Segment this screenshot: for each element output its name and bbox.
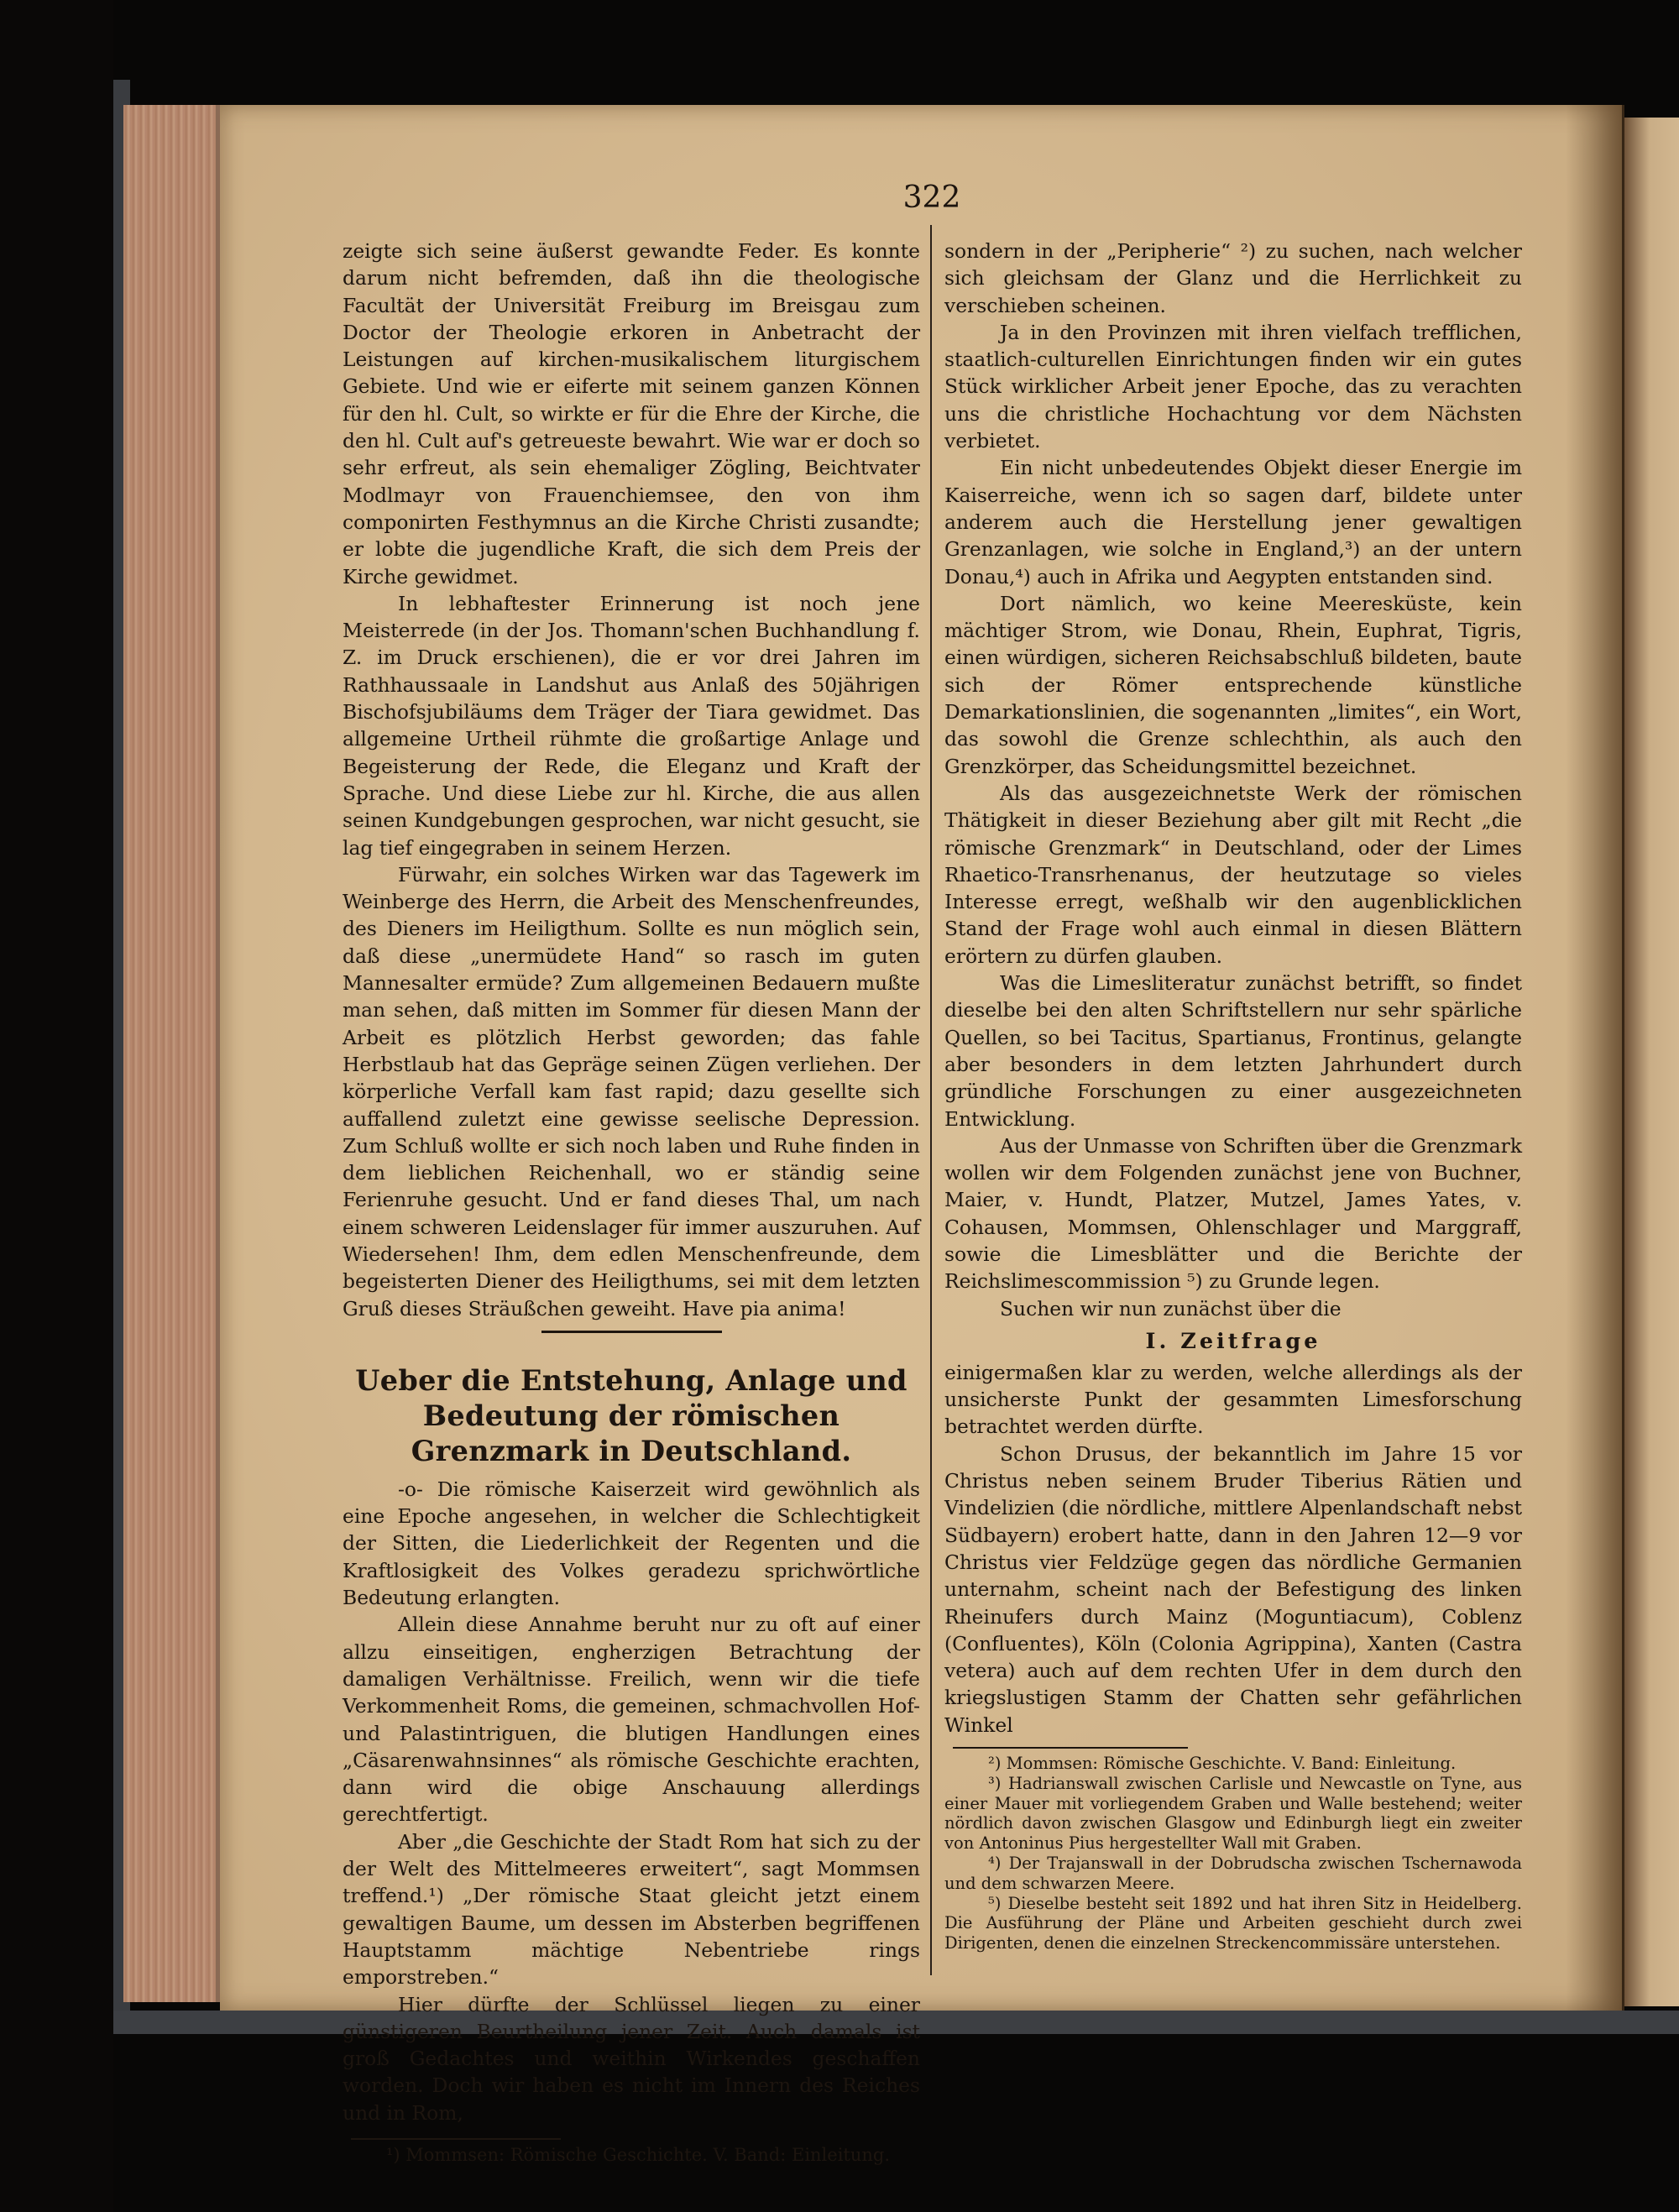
paragraph: Schon Drusus, der bekanntlich im Jahre 15 vor Christus neben seinem Bruder Tiberius Rätien und Vindelizien (die nördliche, mittlere Alpenlandschaft nebst Südbayern) erobert hatte, dann in den Jahren 12—9 vor Christus vier Feldzüge gegen das nördliche Germanien unternahm, scheint nach der Befestigung des linken Rheinufers durch Mainz (Moguntiacum), Coblenz (Confluentes), Köln (Colonia Agrippina), Xanten (Castra vetera) auch auf dem rechten Ufer in dem durch den kriegslustigen Stamm der Chatten sehr gefährlichen Winkel xyxy=(944,1441,1522,1737)
footnote-rule xyxy=(953,1747,1188,1749)
paragraph: -o- Die römische Kaiserzeit wird gewöhnlich als eine Epoche angesehen, in welcher die Schlechtigkeit der Sitten, die Liederlichkeit der Regenten und die Kraftlosigkeit des Volkes geradezu sprichwörtliche Bedeutung erlangten. xyxy=(343,1477,920,1610)
article-title: Ueber die Entstehung, Anlage und Bedeutung der römischen Grenzmark in Deutschland. xyxy=(355,1363,907,1467)
paragraph: Fürwahr, ein solches Wirken war das Tagewerk im Weinberge des Herrn, die Arbeit des Menschenfreundes, des Dieners im Heiligthum. Sollte es nun möglich sein, daß diese „unermüdete Hand“ so rasch im guten Mannesalter ermüde? Zum allgemeinen Bedauern mußte man sehen, daß mitten im Sommer für diesen Mann der Arbeit es plötzlich Herbst geworden; das fahle Herbstlaub hat das Gepräge seinen Zügen verliehen. Der körperliche Verfall kam fast rapid; dazu gesellte sich auffallend zuletzt eine gewisse seelische Depression. Zum Schluß wollte er sich noch laben und Ruhe finden in dem lieblichen Reichenhall, wo er ständig seine Ferienruhe gesucht. Und er fand dieses Thal, um nach einem schweren Leidenslager für immer auszuruhen. Auf Wiedersehen! Ihm, dem edlen Menschenfreunde, dem begeisterten Diener des Heiligthums, sei mit dem letzten Gruß dieses Sträußchen geweiht. Have pia anima! xyxy=(343,862,920,1320)
paragraph: Hier dürfte der Schlüssel liegen zu einer günstigeren Beurtheilung jener Zeit. Auch damals ist groß Gedachtes und weithin Wirkendes geschaffen worden. Doch wir haben es nicht im Innern des Reiches und in Rom, xyxy=(343,1992,920,2125)
section-heading: I. Zeitfrage xyxy=(1145,1328,1321,1354)
page-edges xyxy=(123,105,224,2002)
right-column xyxy=(944,238,1522,1953)
footnote: ⁴) Der Trajanswall in der Dobrudscha zwischen Tschernawoda und dem schwarzen Meere. xyxy=(944,1854,1522,1893)
paragraph: Aber „die Geschichte der Stadt Rom hat sich zu der der Welt des Mittelmeeres erweitert“, sagt Mommsen treffend.¹) „Der römische Staat gleicht jetzt einem gewaltigen Baume, um dessen im Absterben begriffenen Hauptstamm mächtige Nebentriebe rings emporstreben.“ xyxy=(343,1829,920,1990)
left-column xyxy=(343,238,920,2167)
paragraph: Suchen wir nun zunächst über die xyxy=(1000,1296,1342,1320)
paragraph: sondern in der „Peripherie“ ²) zu suchen, nach welcher sich gleichsam der Glanz und die Herrlichkeit zu verschieben scheinen. xyxy=(944,239,1522,317)
paragraph: Dort nämlich, wo keine Meeresküste, kein mächtiger Strom, wie Donau, Rhein, Euphrat, Tigris, einen würdigen, sicheren Reichsabschluß bildeten, baute sich der Römer entsprechende künstliche Demarkationslinien, die sogenannten „limites“, ein Wort, das sowohl die Grenze schlechthin, als auch den Grenzkörper, das Scheidungsmittel bezeichnet. xyxy=(944,591,1522,778)
footnote: ³) Hadrianswall zwischen Carlisle und Newcastle on Tyne, aus einer Mauer mit vorliegendem Graben und Walle bestehend; weiter nördlich davon zwischen Glasgow und Edinburgh liegt ein zweiter von Antoninus Pius hergestellter Wall mit Graben. xyxy=(944,1773,1522,1854)
paragraph: Ein nicht unbedeutendes Objekt dieser Energie im Kaiserreiche, wenn ich so sagen darf, bildete unter anderem auch die Herstellung jener gewaltigen Grenzanlagen, wie solche in England,³) an der untern Donau,⁴) auch in Afrika und Aegypten entstanden sind. xyxy=(944,456,1522,588)
section-divider-rule xyxy=(541,1331,722,1333)
next-page-edge xyxy=(1624,118,1679,2006)
column-divider xyxy=(930,225,932,1975)
paragraph: Aus der Unmasse von Schriften über die Grenzmark wollen wir dem Folgenden zunächst jene von Buchner, Maier, v. Hundt, Platzer, Mutzel, James Yates, v. Cohausen, Mommsen, Ohlenschlager und Marggraff, sowie die Limesblätter und die Berichte der Reichslimescommission ⁵) zu Grunde legen. xyxy=(944,1133,1522,1294)
page-number: 322 xyxy=(902,180,961,215)
page-gutter-shadow xyxy=(1566,105,1624,2011)
footnote: ⁵) Dieselbe besteht seit 1892 und hat ihren Sitz in Heidelberg. Die Ausführung der Pläne und Arbeiten geschieht durch zwei Dirigenten, denen die einzelnen Streckencommissäre unterstehen. xyxy=(944,1893,1522,1953)
paragraph: Ja in den Provinzen mit ihren vielfach trefflichen, staatlich-culturellen Einrichtungen finden wir ein gutes Stück wirklicher Arbeit jener Epoche, das zu verachten uns die christliche Hochachtung vor dem Nächsten verbietet. xyxy=(944,320,1522,453)
paragraph: In lebhaftester Erinnerung ist noch jene Meisterrede (in der Jos. Thomann'schen Buchhandlung f. Z. im Druck erschienen), die er vor drei Jahren im Rathhaussaale in Landshut aus Anlaß des 50jährigen Bischofsjubiläums dem Träger der Tiara gewidmet. Das allgemeine Urtheil rühmte die großartige Anlage und Begeisterung der Rede, die Eleganz und Kraft der Sprache. Und diese Liebe zur hl. Kirche, die aus allen seinen Kundgebungen gesprochen, war nicht gesucht, sie lag tief eingegraben in seinem Herzen. xyxy=(343,591,920,860)
footnote: ¹) Mommsen: Römische Geschichte. V. Band: Einleitung. xyxy=(386,2145,891,2165)
paragraph: Was die Limesliteratur zunächst betrifft, so findet dieselbe bei den alten Schriftstellern nur sehr spärliche Quellen, so bei Tacitus, Spartianus, Frontinus, gelangte aber besonders in dem letzten Jahrhundert durch gründliche Forschungen zu einer ausgezeichneten Entwicklung. xyxy=(944,971,1522,1131)
paragraph: zeigte sich seine äußerst gewandte Feder. Es konnte darum nicht befremden, daß ihn die theologische Facultät der Universität Freiburg im Breisgau zum Doctor der Theologie erkoren in Anbetracht der Leistungen auf kirchen-musikalischem liturgischem Gebiete. Und wie er eiferte mit seinem ganzen Können für den hl. Cult, so wirkte er für die Ehre der Kirche, die den hl. Cult auf's getreueste bewahrt. Wie war er doch so sehr erfreut, als sein ehemaliger Zögling, Beichtvater Modlmayr von Frauenchiemsee, den von ihm componirten Festhymnus an die Kirche Christi zusandte; er lobte die jugendliche Kraft, die sich dem Preis der Kirche gewidmet. xyxy=(343,239,920,588)
book-binding xyxy=(0,0,113,2212)
paragraph: einigermaßen klar zu werden, welche allerdings als der unsicherste Punkt der gesammten Limesforschung betrachtet werden dürfte. xyxy=(944,1360,1522,1439)
paragraph: Als das ausgezeichnetste Werk der römischen Thätigkeit in dieser Beziehung aber gilt mit Recht „die römische Grenzmark“ in Deutschland, oder der Limes Rhaetico-Transrhenanus, der heutzutage so vieles Interesse erregt, weßhalb wir den augenblicklichen Stand der Frage wohl auch einmal in diesen Blättern erörtern zu dürfen glauben. xyxy=(944,781,1522,968)
footnote: ²) Mommsen: Römische Geschichte. V. Band: Einleitung. xyxy=(988,1754,1457,1774)
paragraph: Allein diese Annahme beruht nur zu oft auf einer allzu einseitigen, engherzigen Betrachtung der damaligen Verhältnisse. Freilich, wenn wir die tiefe Verkommenheit Roms, die gemeinen, schmachvollen Hof- und Palastintriguen, die blutigen Handlungen eines „Cäsarenwahnsinnes“ als römische Geschichte erachten, dann wird die obige Anschauung allerdings gerechtfertigt. xyxy=(343,1613,920,1827)
footnote-rule xyxy=(351,2138,561,2140)
